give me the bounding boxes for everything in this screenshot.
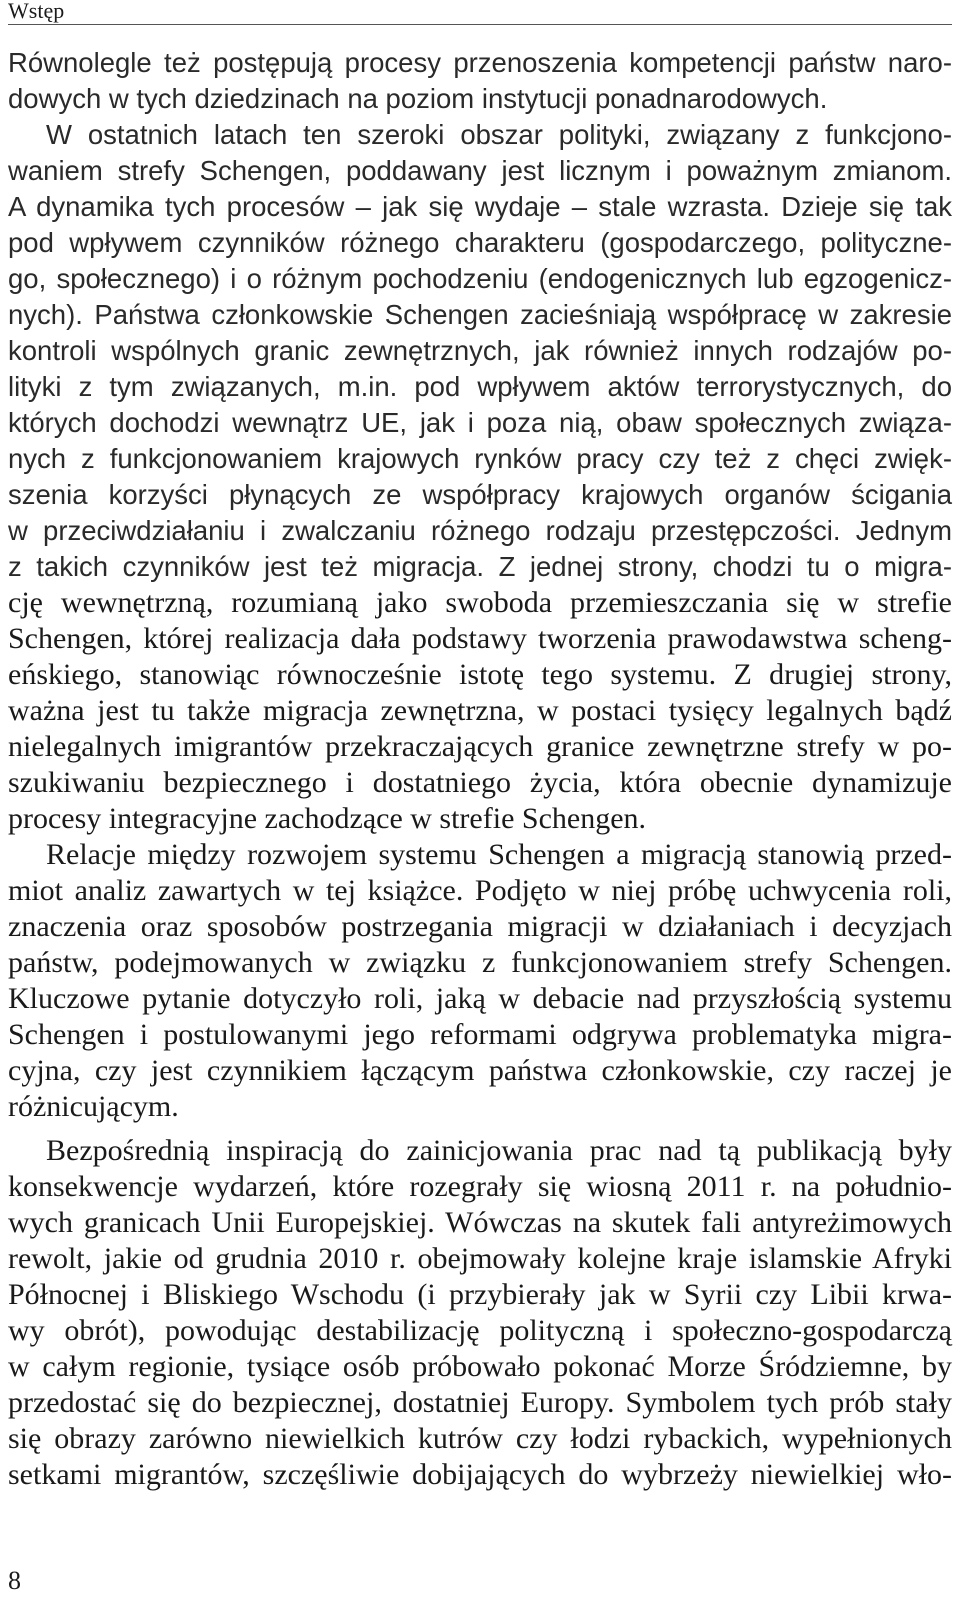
running-title: Wstęp bbox=[8, 0, 65, 23]
text-line: Schengen i postulowanymi jego reformami odgrywa problematyka migra- bbox=[8, 1018, 952, 1051]
text-line: których dochodzi wewnątrz UE, jak i poza nią, obaw społecznych związa- bbox=[8, 407, 952, 438]
text-line: Kluczowe pytanie dotyczyło roli, jaką w debacie nad przyszłością systemu bbox=[8, 982, 952, 1015]
text-line: Relacje między rozwojem systemu Schengen a migracją stanowią przed- bbox=[46, 838, 952, 871]
text-line: cyjna, czy jest czynnikiem łączącym państwa członkowskie, czy raczej je bbox=[8, 1054, 952, 1087]
page-number: 8 bbox=[8, 1566, 21, 1595]
text-line: znaczenia oraz sposobów postrzegania migracji w działaniach i decyzjach bbox=[8, 910, 952, 943]
text-line: szenia korzyści płynących ze współpracy krajowych organów ścigania bbox=[8, 479, 952, 510]
text-line: nych z funkcjonowaniem krajowych rynków pracy czy też z chęci zwięk- bbox=[8, 443, 952, 474]
text-line: pod wpływem czynników różnego charakteru (gospodarczego, polityczne- bbox=[8, 227, 952, 258]
text-line: kontroli wspólnych granic zewnętrznych, jak również innych rodzajów po- bbox=[8, 335, 952, 366]
text-line: setkami migrantów, szczęśliwie dobijających do wybrzeży niewielkiej wło- bbox=[8, 1458, 952, 1491]
text-line: lityki z tym związanych, m.in. pod wpływem aktów terrorystycznych, do bbox=[8, 371, 952, 402]
text-line: ważna jest tu także migracja zewnętrzna, w postaci tysięcy legalnych bądź bbox=[8, 694, 952, 727]
text-line: w całym regionie, tysiące osób próbowało pokonać Morze Śródziemne, by bbox=[8, 1350, 952, 1383]
text-line: z takich czynników jest też migracja. Z jednej strony, chodzi tu o migra- bbox=[8, 551, 952, 582]
text-line: waniem strefy Schengen, poddawany jest licznym i poważnym zmianom. bbox=[8, 155, 952, 186]
text-line: cję wewnętrzną, rozumianą jako swoboda przemieszczania się w strefie bbox=[8, 586, 952, 619]
text-line: szukiwaniu bezpiecznego i dostatniego życia, która obecnie dynamizuje bbox=[8, 766, 952, 799]
running-header bbox=[8, 0, 952, 25]
text-line: Północnej i Bliskiego Wschodu (i przybierały jak w Syrii czy Libii krwa- bbox=[8, 1278, 952, 1311]
text-line: procesy integracyjne zachodzące w strefie Schengen. bbox=[8, 802, 647, 835]
text-line: wych granicach Unii Europejskiej. Wówczas na skutek fali antyreżimowych bbox=[8, 1206, 952, 1239]
text-line: różnicującym. bbox=[8, 1090, 179, 1123]
text-line: dowych w tych dziedzinach na poziom instytucji ponadnarodowych. bbox=[8, 83, 828, 114]
text-line: miot analiz zawartych w tej książce. Podjęto w niej próbę uchwycenia roli, bbox=[8, 874, 952, 907]
text-line: eńskiego, stanowiąc równocześnie istotę tego systemu. Z drugiej strony, bbox=[8, 658, 952, 691]
text-line: nych). Państwa członkowskie Schengen zacieśniają współpracę w zakresie bbox=[8, 299, 952, 330]
text-line: się obrazy zarówno niewielkich kutrów czy łodzi rybackich, wypełnionych bbox=[8, 1422, 952, 1455]
text-line: wy obrót), powodując destabilizację polityczną i społeczno-gospodarczą bbox=[8, 1314, 952, 1347]
text-line: Równolegle też postępują procesy przenoszenia kompetencji państw naro- bbox=[8, 47, 952, 78]
text-line: A dynamika tych procesów – jak się wydaje – stale wzrasta. Dzieje się tak bbox=[8, 191, 952, 222]
text-line: państw, podejmowanych w związku z funkcjonowaniem strefy Schengen. bbox=[8, 946, 952, 979]
text-line: Schengen, której realizacja dała podstawy tworzenia prawodawstwa scheng- bbox=[8, 622, 952, 655]
text-line: nielegalnych imigrantów przekraczających granice zewnętrzne strefy w po- bbox=[8, 730, 952, 763]
text-line: konsekwencje wydarzeń, które rozegrały się wiosną 2011 r. na południo- bbox=[8, 1170, 952, 1203]
text-line: go, społecznego) i o różnym pochodzeniu (endogenicznych lub egzogenicz- bbox=[8, 263, 952, 294]
text-line: Bezpośrednią inspiracją do zainicjowania prac nad tą publikacją były bbox=[46, 1134, 952, 1167]
text-line: przedostać się do bezpiecznej, dostatniej Europy. Symbolem tych prób stały bbox=[8, 1386, 952, 1419]
text-line: w przeciwdziałaniu i zwalczaniu różnego rodzaju przestępczości. Jednym bbox=[8, 515, 952, 546]
text-line: rewolt, jakie od grudnia 2010 r. obejmowały kolejne kraje islamskie Afryki bbox=[8, 1242, 952, 1275]
text-line: W ostatnich latach ten szeroki obszar polityki, związany z funkcjono- bbox=[46, 119, 952, 150]
